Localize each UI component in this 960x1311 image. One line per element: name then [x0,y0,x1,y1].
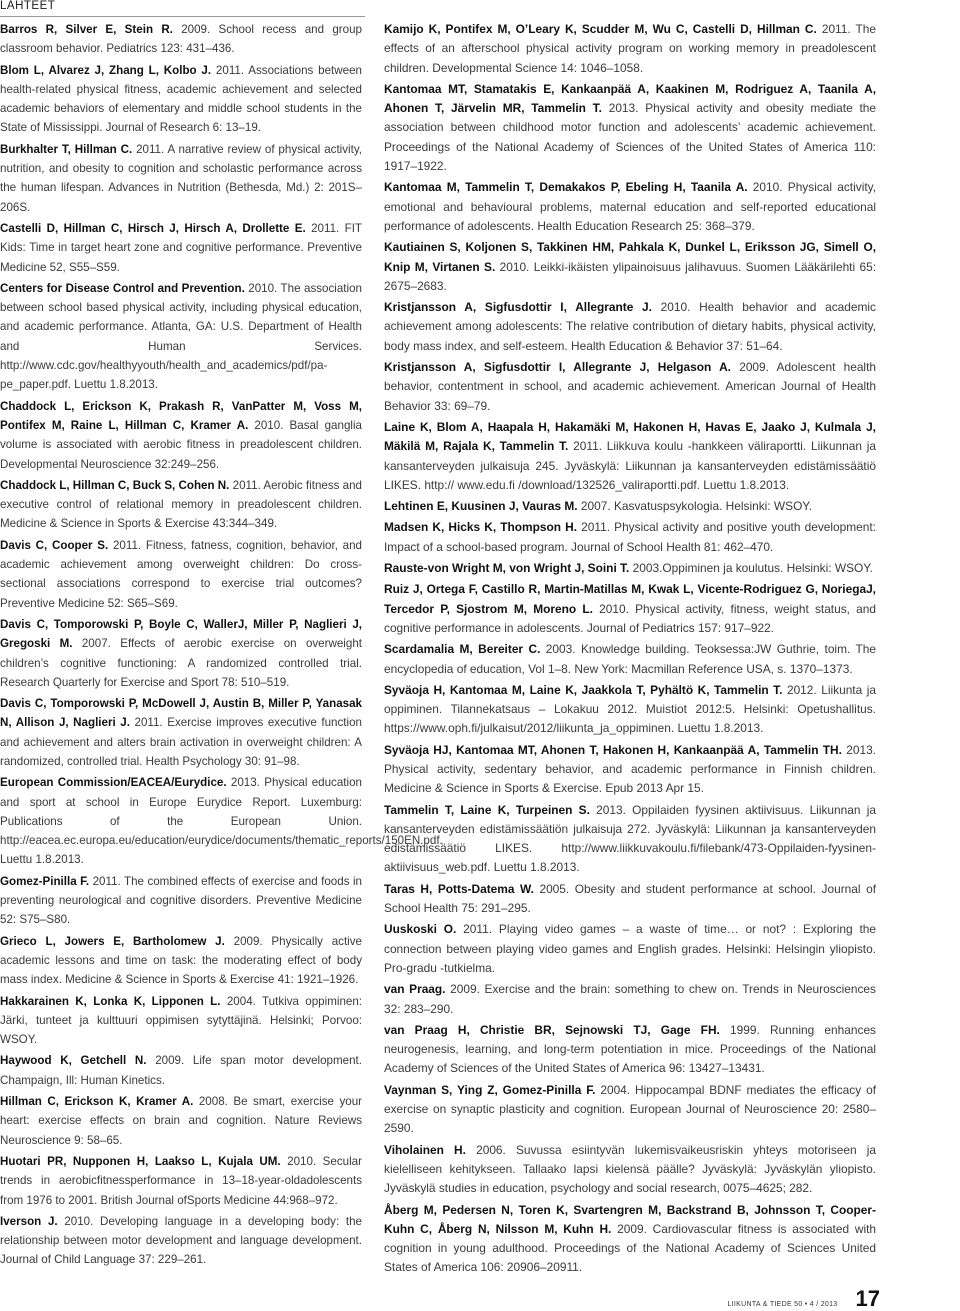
reference-authors: Iverson J. [0,1214,58,1228]
reference-authors: Davis C, Tomporowski P, McDowell J, Austin B, Miller P, Yanasak N, Allison J, Naglieri J. [0,697,362,730]
reference-details: 2012. Liikunta ja oppiminen. Tilannekatsaus – Lokakuu 2012. Muistiot 2012:5. Helsinki: Opetushallitus. https://www.oph.fi/julkaisut/2012/liikunta_ja_oppiminen. Luettu 1.8.2013. [384,682,876,736]
reference-authors: Scardamalia M, Bereiter C. [384,642,541,657]
reference-entry [384,80,876,176]
reference-authors: Kantomaa MT, Stamatakis E, Kankaanpää A, Kaakinen M, Rodriguez A, Taanila A, Ahonen T, Järvelin MR, Tammelin T. [384,81,876,116]
reference-entry [384,497,876,516]
reference-details: 2009. Exercise and the brain: something to chew on. Trends in Neurosciences 32: 283–290. [384,982,876,1016]
reference-details: 2003. Knowledge building. Teoksessa:JW Guthrie, toim. The encyclopedia of education, Vol 1–8. New York: Macmillan Reference USA, s. 1370–1373. [384,642,876,676]
reference-details: 2010. Basal ganglia volume is associated with aerobic fitness in preadolescent children. Developmental Neuroscience 32:249–256. [0,418,362,471]
reference-entry [0,219,362,277]
reference-entry [0,1092,362,1150]
reference-authors: Ruiz J, Ortega F, Castillo R, Martin-Matillas M, Kwak L, Vicente-Rodriguez G, NoriegaJ, Tercedor P, Sjostrom M, Moreno L. [384,582,876,616]
reference-authors: van Praag H, Christie BR, Sejnowski TJ, Gage FH. [384,1022,720,1037]
reference-entry [384,518,876,557]
reference-entry [0,1152,362,1210]
reference-authors: Syväoja HJ, Kantomaa MT, Ahonen T, Hakonen H, Kankaanpää A, Tammelin TH. [384,742,842,757]
reference-authors: Kamijo K, Pontifex M, O’Leary K, Scudder M, Wu C, Castelli D, Hillman C. [384,22,817,36]
reference-details: 2009. School recess and group classroom behavior. Pediatrics 123: 431–436. [0,23,362,56]
reference-entry [0,397,362,474]
reference-entry [384,681,876,739]
reference-details: 2011. The effects of an afterschool physical activity program on working memory in preadolescent children. Developmental Science 14: 1046–1058. [384,22,876,75]
page-number: 17 [855,1286,880,1311]
reference-authors: Centers for Disease Control and Prevention. [0,281,245,295]
reference-entry [384,920,876,978]
reference-authors: Blom L, Alvarez J, Zhang L, Kolbo J. [0,63,212,77]
reference-entry [384,358,876,416]
reference-entry [384,559,876,578]
reference-details: 2005. Obesity and student performance at school. Journal of School Health 75: 291–295. [384,881,876,916]
reference-details: 2007. Kasvatuspsykologia. Helsinki: WSOY. [577,499,813,514]
reference-details: 2009. Adolescent health behavior, contentment in school, and academic achievement. American Journal of Health Behavior 33: 69–79. [384,360,876,413]
reference-authors: Grieco L, Jowers E, Bartholomew J. [0,934,225,948]
reference-details: 2011. Physical activity and positive youth development: Impact of a school-based program. Journal of School Health 81: 462–470. [384,520,876,554]
reference-details: 2011. Fitness, fatness, cognition, behavior, and academic achievement among overweight children: Do cross-sectional associations correspond to exercise trial outcomes? Preventive Medicine 52: S65–S69. [0,538,362,610]
reference-authors: Laine K, Blom A, Haapala H, Hakamäki M, Hakonen H, Havas E, Jaako J, Kulmala J, Mäkilä M, Rajala K, Tammelin T. [384,419,876,454]
reference-details: 2010. Health behavior and academic achievement among adolescents: The relative contribution of dietary habits, physical activity, body mass index, and self-esteem. Health Education & Behavior 37: 51–64. [384,300,876,353]
reference-entry [384,741,876,799]
reference-details: 2010. Leikki-ikäisten ylipainoisuus jalihavuus. Suomen Lääkärilehti 65: 2675–2683. [384,259,877,293]
reference-entry [0,20,362,59]
reference-authors: Burkhalter T, Hillman C. [0,142,133,156]
reference-entry [0,279,362,395]
reference-authors: Kristjansson A, Sigfusdottir I, Allegrante J. [384,300,652,315]
reference-entry [384,20,876,78]
reference-entry [384,801,876,878]
reference-entry [0,536,362,613]
reference-details: 2006. Suvussa esiintyvän lukemisvaikeusriskin yhteys motoriseen ja kielelliseen kehitykseen. Tallaako lapsi kielensä päälle? Jyväskylä: Jyväskylän yliopisto. Jyväskylä studies in education, psychology and social research, 0075–4625; 282. [384,1142,877,1196]
reference-entry [0,1051,362,1090]
reference-authors: Davis C, Cooper S. [0,538,109,552]
page-footer [727,1288,880,1310]
reference-details: 2009. Physically active academic lessons and time on task: the moderating effect of body mass index. Medicine & Science in Sports & Exercise 41: 1921–1926. [0,934,362,987]
section-heading: LÄHTEET [0,0,56,12]
reference-entry [0,61,362,138]
reference-authors: Rauste-von Wright M, von Wright J, Soini T. [384,561,630,576]
reference-authors: Chaddock L, Erickson K, Prakash R, VanPatter M, Voss M, Pontifex M, Raine L, Hillman C, Kramer A. [0,399,362,432]
reference-authors: Kantomaa M, Tammelin T, Demakakos P, Ebeling H, Taanila A. [384,180,748,195]
reference-entry [0,140,362,217]
reference-authors: Viholainen H. [384,1142,466,1157]
reference-details: 2013. Oppilaiden fyysinen aktiivisuus. Liikunnan ja kansanterveyden edistämissäätiön julkaisuja 272. Jyväskylä: Liikunnan ja kansanterveyden edistämissäätiö LIKES. http://www.liikkuvakoulu.fi/filebank/473-Oppilaiden-fyysinen-aktiivisuus_web.pdf. Luettu 1.8.2013. [384,802,876,875]
reference-authors: Vaynman S, Ying Z, Gomez-Pinilla F. [384,1082,596,1097]
reference-details: 2004. Hippocampal BDNF mediates the efficacy of exercise on synaptic plasticity and cognition. European Journal of Neuroscience 20: 2580–2590. [384,1082,876,1136]
reference-details: 2010. Physical activity, emotional and behavioural problems, maternal education and self-reported educational performance of adolescents. Health Education Research 25: 368–379. [384,180,877,233]
reference-details: 2013. Physical activity and obesity mediate the association between childhood motor function and adolescents’ academic achievement. Proceedings of the National Academy of Sciences of the United States of America 110: 1917–1922. [384,101,876,174]
reference-details: 2008. Be smart, exercise your heart: exercise effects on brain and cognition. Nature Reviews Neuroscience 9: 58–65. [0,1095,363,1147]
reference-entry [0,932,362,990]
reference-details: 2011. A narrative review of physical activity, nutrition, and obesity to cognition and scholastic performance across the human lifespan. Advances in Nutrition (Bethesda, Md.) 2: 201S–206S. [0,142,363,214]
reference-details: 2007. Effects of aerobic exercise on overweight children’s cognitive functioning: A randomized controlled trial. Research Quarterly for Exercise and Sport 78: 510–519. [0,637,363,689]
reference-details: 2009. Life span motor development. Champaign, Ill: Human Kinetics. [0,1054,362,1087]
reference-details: 1999. Running enhances neurogenesis, learning, and long-term potentiation in mice. Proceedings of the National Academy of Sciences of the United States of America 96: 13427–13431. [384,1022,876,1076]
reference-authors: Tammelin T, Laine K, Turpeinen S. [384,802,590,817]
reference-authors: Haywood K, Getchell N. [0,1054,147,1068]
reference-details: 2011. Liikkuva koulu -hankkeen väliraportti. Liikunnan ja kansanterveyden julkaisuja 245. Jyväskylä: Liikunnan ja kansanterveyden edistämissäätiö LIKES. http:// www.edu.fi /download/132526_valiraportti.pdf. Luettu 1.8.2013. [384,439,876,492]
reference-details: 2010. Developing language in a developing body: the relationship between motor development and language development. Journal of Child Language 37: 229–261. [0,1214,362,1267]
reference-details: 2004. Tutkiva oppiminen: Järki, tunteet ja kulttuuri oppimisen sytyttäjinä. Helsinki; Porvoo: WSOY. [0,994,363,1047]
reference-authors: Lehtinen E, Kuusinen J, Vauras M. [384,499,578,514]
reference-entry [0,615,362,692]
right-reference-column [384,20,876,1280]
reference-details: 2011. FIT Kids: Time in target heart zone and cognitive performance. Preventive Medicine 52, S55–S59. [0,221,362,274]
reference-entry [0,476,362,534]
reference-details: 2013. Physical activity, sedentary behavior, and academic performance in Finnish children. Medicine & Science in Sports & Exercise. Epub 2013 Apr 15. [384,742,876,796]
reference-authors: Huotari PR, Nupponen H, Laakso L, Kujala UM. [0,1154,281,1168]
reference-authors: Barros R, Silver E, Stein R. [0,23,173,36]
reference-entry [384,1141,876,1199]
reference-authors: Taras H, Potts-Datema W. [384,881,534,896]
reference-authors: van Praag. [384,982,446,997]
journal-info: LIIKUNTA & TIEDE 50 • 4 / 2013 [727,1301,838,1308]
reference-entry [384,178,876,236]
reference-details: 2011. Playing video games – a waste of time… or not? : Exploring the connection between playing video games and English grades. Helsinki: Helsingin yliopisto. Pro-gradu -tutkielma. [384,922,876,975]
reference-details: 2010. Physical activity, fitness, weight status, and cognitive performance in adolescents. Journal of Pediatrics 157: 917–922. [384,601,877,635]
reference-details: 2011. Exercise improves executive function and achievement and alters brain activation in overweight children: A randomized, controlled trial. Health Psychology 30: 91–98. [0,716,362,768]
reference-entry [0,1212,362,1270]
reference-authors: European Commission/EACEA/Eurydice. [0,776,227,790]
reference-entry [384,980,876,1019]
reference-entry [384,1081,876,1139]
reference-details: 2010. The association between school based physical activity, including physical education, and academic performance. Atlanta, GA: U.S. Department of Health and Human Services. http://www.cdc.gov/healthyyouth/health_and_academics/pdf/pa-pe_paper.pdf. Luettu 1.8.2013. [0,281,362,392]
reference-details: 2010. Secular trends in aerobicfitnessperformance in 13–18-year-oldadolescents from 1976 to 2001. British Journal ofSports Medicine 44:968–972. [0,1154,362,1207]
reference-entry [384,1021,876,1079]
reference-details: 2009. Cardiovascular fitness is associated with cognition in young adulthood. Proceedings of the National Academy of Sciences United States of America 106: 20906–20911. [384,1221,877,1275]
reference-entry [384,418,876,495]
reference-entry [384,1201,876,1278]
reference-details: 2013. Physical education and sport at school in Europe Eurydice Report. Luxemburg: Publications of the European Union. http://eacea.ec.europa.eu/education/eurydice/documents/thematic_reports/150EN.pdf. Luettu 1.8.2013. [0,776,443,867]
reference-authors: Chaddock L, Hillman C, Buck S, Cohen N. [0,478,230,492]
reference-entry [384,238,876,296]
reference-authors: Hakkarainen K, Lonka K, Lipponen L. [0,994,221,1008]
reference-authors: Madsen K, Hicks K, Thompson H. [384,520,578,535]
reference-details: 2011. Associations between health-related physical fitness, academic achievement and selected academic behaviors of elementary and middle school students in the State of Mississippi. Journal of Research 6: 13–19. [0,63,362,135]
reference-entry [384,880,876,919]
reference-entry [384,580,876,638]
reference-authors: Davis C, Tomporowski P, Boyle C, WallerJ, Miller P, Naglieri J, Gregoski M. [0,617,362,651]
reference-details: 2011. Aerobic fitness and executive control of relational memory in preadolescent children. Medicine & Science in Sports & Exercise 43:344–349. [0,478,363,531]
reference-authors: Kristjansson A, Sigfusdottir I, Allegrante J, Helgason A. [384,360,731,375]
reference-entry [384,298,876,356]
reference-entry [0,992,362,1050]
reference-details: 2011. The combined effects of exercise and foods in preventing neurological and cognitive disorders. Preventive Medicine 52: S75–S80. [0,874,362,927]
reference-authors: Uuskoski O. [384,922,457,937]
reference-authors: Åberg M, Pedersen N, Toren K, Svartengren M, Backstrand B, Johnsson T, Cooper-Kuhn C, Åberg N, Nilsson M, Kuhn H. [384,1202,876,1236]
reference-authors: Gomez-Pinilla F. [0,874,90,888]
reference-entry [0,872,362,930]
reference-authors: Hillman C, Erickson K, Kramer A. [0,1095,194,1109]
reference-authors: Castelli D, Hillman C, Hirsch J, Hirsch A, Drollette E. [0,221,306,235]
reference-entry [0,773,443,869]
heading-divider [0,16,365,17]
reference-authors: Syväoja H, Kantomaa M, Laine K, Jaakkola T, Pyhältö K, Tammelin T. [384,682,783,697]
reference-authors: Kautiainen S, Koljonen S, Takkinen HM, Pahkala K, Dunkel L, Eriksson JG, Simell O, Knip M, Virtanen S. [384,240,876,274]
reference-entry [384,640,876,679]
reference-entry [0,694,362,771]
reference-details: 2003.Oppiminen ja koulutus. Helsinki: WSOY. [629,561,873,576]
